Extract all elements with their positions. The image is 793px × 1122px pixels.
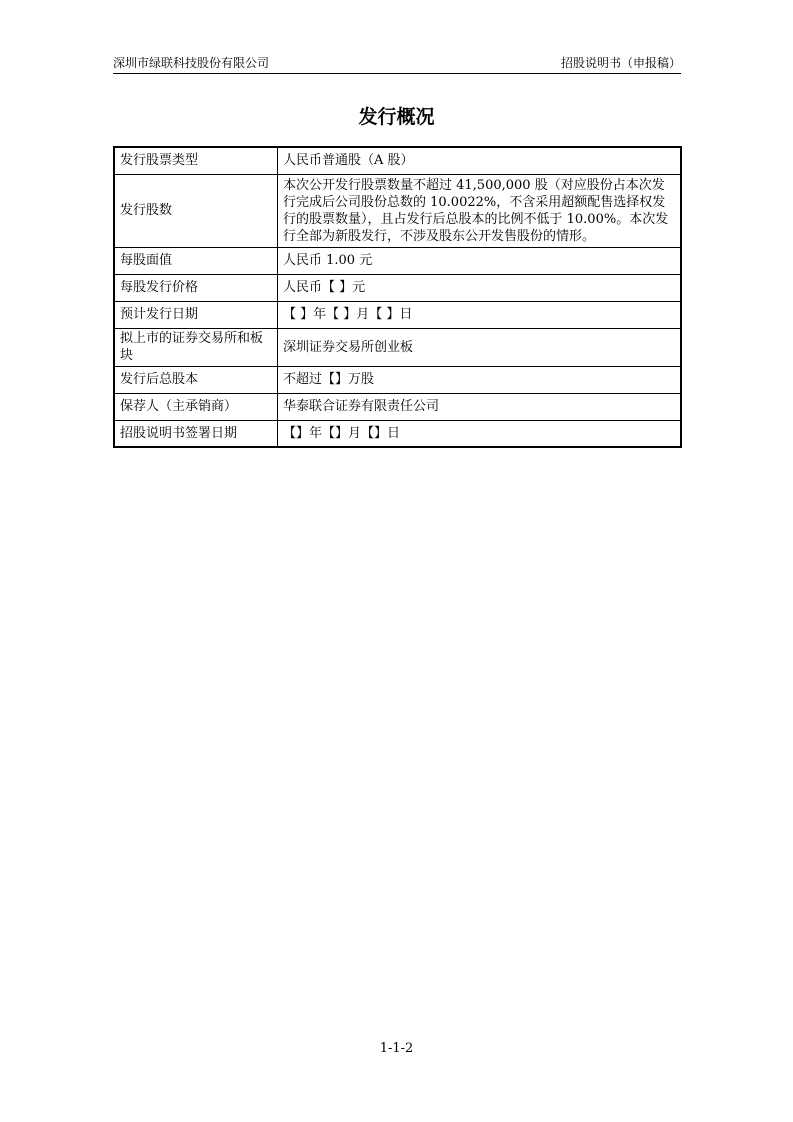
table-row [114, 174, 681, 247]
row-value: 本次公开发行股票数量不超过 41,500,000 股（对应股份占本次发行完成后公司股份总数的 10.0022%，不含采用超额配售选择权发行的股票数量），且占发行后总股本的比例不低于 10.00%。本次发行全部为新股发行，不涉及股东公开发售股份的情形。 [278, 174, 682, 247]
table-row [114, 393, 681, 420]
row-label: 发行后总股本 [114, 366, 278, 393]
table-row [114, 366, 681, 393]
row-label: 招股说明书签署日期 [114, 420, 278, 447]
company-name: 深圳市绿联科技股份有限公司 [113, 56, 270, 70]
row-value: 人民币 1.00 元 [278, 247, 682, 274]
row-label: 发行股票类型 [114, 147, 278, 174]
page-title: 发行概况 [358, 106, 435, 128]
table-row [114, 301, 681, 328]
document-type: 招股说明书（申报稿） [560, 56, 681, 70]
page-header [113, 56, 681, 74]
table-row [114, 247, 681, 274]
row-value: 人民币普通股（A 股） [278, 147, 682, 174]
table-row [114, 420, 681, 447]
row-label: 每股发行价格 [114, 274, 278, 301]
table-row [114, 147, 681, 174]
row-label: 发行股数 [114, 174, 278, 247]
row-label: 保荐人（主承销商） [114, 393, 278, 420]
row-value: 【】年【】月【】日 [278, 420, 682, 447]
table-row [114, 328, 681, 366]
page-number: 1-1-2 [379, 1041, 414, 1056]
row-value: 人民币【 】元 [278, 274, 682, 301]
row-label: 每股面值 [114, 247, 278, 274]
row-value: 不超过【】万股 [278, 366, 682, 393]
row-label: 拟上市的证券交易所和板块 [114, 328, 278, 366]
row-value: 【 】年【 】月【 】日 [278, 301, 682, 328]
row-label: 预计发行日期 [114, 301, 278, 328]
row-value: 华泰联合证券有限责任公司 [278, 393, 682, 420]
offering-overview-table [113, 146, 682, 448]
table-row [114, 274, 681, 301]
row-value: 深圳证券交易所创业板 [278, 328, 682, 366]
